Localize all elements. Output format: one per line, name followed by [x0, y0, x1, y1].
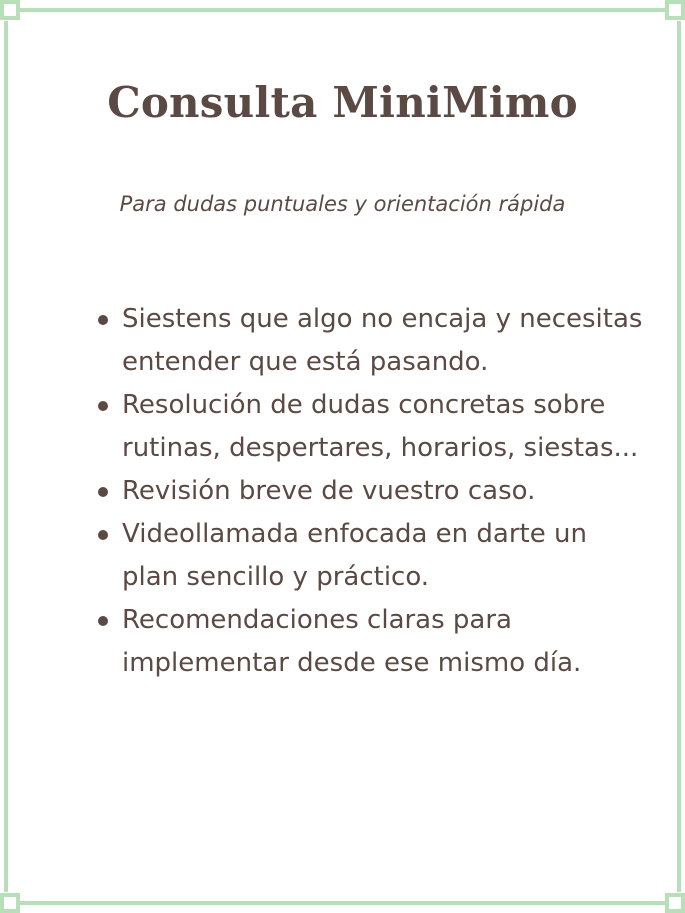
- list-item-text: Videollamada enfocada en darte un plan sencillo y práctico.: [122, 519, 587, 592]
- bullet-icon: [98, 315, 108, 325]
- list-item: [95, 470, 645, 513]
- frame-left-line: [4, 21, 8, 892]
- frame-bottom-line: [18, 901, 667, 905]
- frame-top-line: [18, 8, 667, 12]
- list-item-text: Recomendaciones claras para implementar desde ese mismo día.: [122, 605, 582, 678]
- frame-corner-top-left: [0, 0, 20, 20]
- list-item-text: Revisión breve de vuestro caso.: [122, 476, 536, 506]
- frame-corner-bottom-right: [665, 893, 685, 913]
- bullet-icon: [98, 401, 108, 411]
- frame-corner-top-right: [665, 0, 685, 20]
- frame-corner-bottom-left: [0, 893, 20, 913]
- bullet-icon: [98, 530, 108, 540]
- page-subtitle: Para dudas puntuales y orientación rápida: [119, 192, 566, 216]
- list-item: [95, 599, 645, 685]
- bullet-icon: [98, 616, 108, 626]
- list-item-text: Resolución de dudas concretas sobre rutinas, despertares, horarios, siestas...: [122, 390, 639, 463]
- list-item: [95, 384, 645, 470]
- list-item: [95, 513, 645, 599]
- frame-right-line: [677, 21, 681, 892]
- page-title: Consulta MiniMimo: [107, 78, 578, 127]
- list-item-text: Siestens que algo no encaja y necesitas entender que está pasando.: [122, 304, 643, 377]
- service-list: [95, 298, 645, 685]
- list-item: [95, 298, 645, 384]
- bullet-icon: [98, 487, 108, 497]
